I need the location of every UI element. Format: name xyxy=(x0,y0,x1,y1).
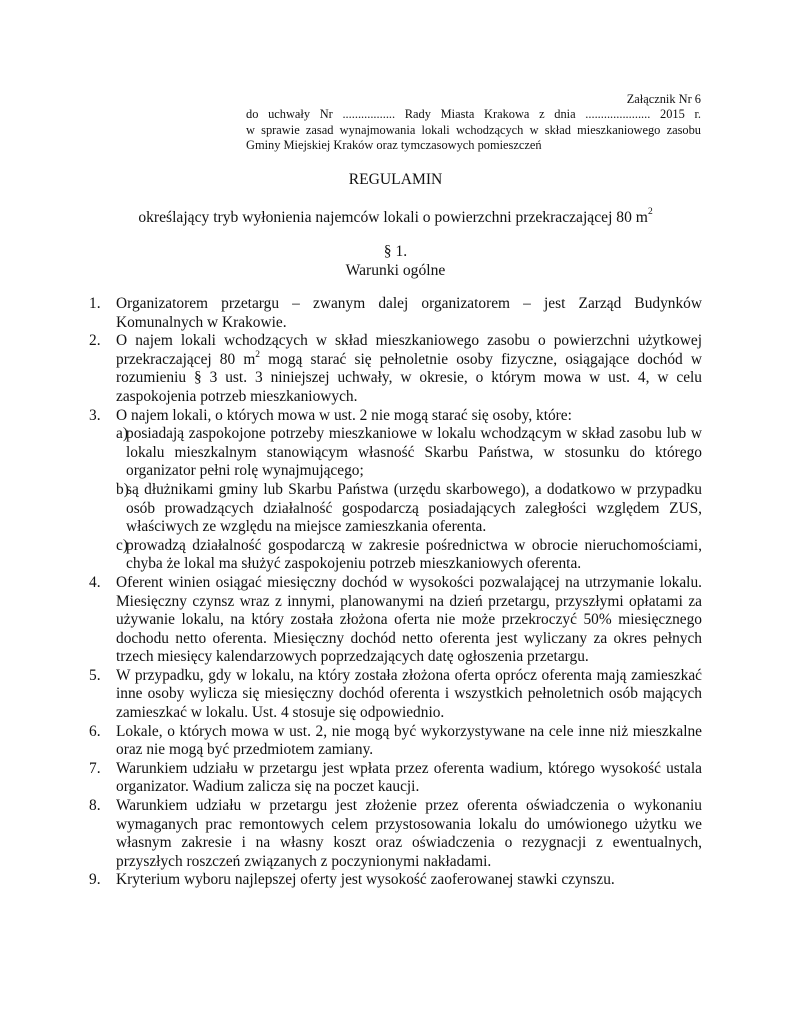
item-number: 7. xyxy=(89,759,101,777)
list-item-8 xyxy=(89,797,702,871)
resolution-line: do uchwały Nr ................. Rady Miasta Krakowa z dnia ..................... 2015 r. xyxy=(246,107,701,122)
list-item-6 xyxy=(89,723,702,760)
item-number: 2. xyxy=(89,332,101,350)
resolution-subject-line: w sprawie zasad wynajmowania lokali wchodzących w skład mieszkaniowego zasobu xyxy=(246,122,701,137)
resolution-subject-line-end: Gminy Miejskiej Kraków oraz tymczasowych pomieszczeń xyxy=(246,138,542,153)
item-superscript: 2 xyxy=(255,349,261,360)
list-item-2 xyxy=(89,332,702,406)
sub-item-letter: b) xyxy=(116,480,129,498)
sub-item-text: są dłużnikami gminy lub Skarbu Państwa (urzędu skarbowego), a dodatkowo w przypadku osób prowadzących działalność gospodarczą posiadających zaległości względem ZUS, właściwych ze względu na miejsce zamieszkania oferenta. xyxy=(126,480,702,536)
item-text: O najem lokali, o których mowa w ust. 2 nie mogą starać się osoby, które: xyxy=(116,406,572,424)
sub-item-c xyxy=(89,537,702,574)
item-text-cont: mogą starać się pełnoletnie osoby fizyczne, osiągające dochód w rozumieniu § 3 ust. 3 niniejszej uchwały, w okresie, o którym mowa w ust. 4, w celu zaspokojenia potrzeb mieszkaniowych. xyxy=(116,350,702,405)
item-number: 4. xyxy=(89,573,101,591)
item-number: 5. xyxy=(89,666,101,684)
subtitle-text: określający tryb wyłonienia najemców lokali o powierzchni przekraczającej 80 m xyxy=(138,209,648,227)
item-text: Kryterium wyboru najlepszej oferty jest wysokość zaoferowanej stawki czynszu. xyxy=(116,871,615,889)
document-subtitle xyxy=(0,205,791,227)
paragraph-heading: Warunki ogólne xyxy=(345,262,446,279)
rules-list xyxy=(89,295,702,890)
item-number: 6. xyxy=(89,722,101,740)
list-item-9 xyxy=(89,871,702,890)
sub-item-letter: a) xyxy=(116,425,128,443)
item-text: O najem lokali wchodzących w skład mieszkaniowego zasobu o powierzchni użytkowej przekraczającej 80 m xyxy=(116,332,702,368)
list-item-1 xyxy=(89,295,702,332)
subtitle-superscript: 2 xyxy=(647,207,653,217)
sub-list xyxy=(116,425,702,574)
list-item-4 xyxy=(89,574,702,667)
sub-item-b xyxy=(89,481,702,537)
item-number: 1. xyxy=(89,295,101,312)
list-item-3 xyxy=(89,407,702,574)
item-text: Oferent winien osiągać miesięczny dochód w wysokości pozwalającej na utrzymanie lokalu. Miesięczny czynsz wraz z innymi, planowanymi na dzień przetargu, przyszłymi opłatami za używanie lokalu, na który została złożona oferta nie może przekroczyć 50% miesięcznego dochodu netto oferenta. Miesięczny dochód netto oferenta jest wyliczany za okres pełnych trzech miesięcy kalendarzowych poprzedzających datę ogłoszenia przetargu. xyxy=(116,573,702,666)
item-number: 9. xyxy=(89,871,101,889)
item-text: W przypadku, gdy w lokalu, na który została złożona oferta oprócz oferenta mają zamieszkać inne osoby wylicza się miesięczny dochód oferenta i wszystkich pełnoletnich osób mających zamieszkać w lokalu. Ust. 4 stosuje się odpowiednio. xyxy=(116,666,702,722)
item-number: 3. xyxy=(89,406,101,424)
sub-item-text: posiadają zaspokojone potrzeby mieszkaniowe w lokalu wchodzącym w skład zasobu lub w lokalu mieszkalnym stanowiącym własność Skarbu Państwa, w stosunku do którego organizator pełni rolę wynajmującego; xyxy=(126,425,702,480)
paragraph-number: § 1. xyxy=(383,243,408,260)
item-text: Lokale, o których mowa w ust. 2, nie mogą być wykorzystywane na cele inne niż mieszkalne oraz nie mogą być przedmiotem zamiany. xyxy=(116,722,702,759)
attachment-number: Załącznik Nr 6 xyxy=(626,92,701,106)
attachment-header xyxy=(246,92,701,154)
item-text: Warunkiem udziału w przetargu jest wpłata przez oferenta wadium, którego wysokość ustala organizator. Wadium zalicza się na poczet kaucji. xyxy=(116,759,702,796)
document-title: REGULAMIN xyxy=(348,171,443,188)
sub-item-a xyxy=(89,425,702,481)
sub-item-letter: c) xyxy=(116,536,128,554)
item-number: 8. xyxy=(89,797,101,815)
list-item-7 xyxy=(89,760,702,797)
sub-item-text: prowadzą działalność gospodarczą w zakresie pośrednictwa w obrocie nieruchomościami, chyba że lokal ma służyć zaspokojeniu potrzeb mieszkaniowych oferenta. xyxy=(126,536,702,573)
item-text: Warunkiem udziału w przetargu jest złożenie przez oferenta oświadczenia o wykonaniu wymaganych prac remontowych celem przystosowania lokalu do umówionego użytku we własnym zakresie i na własny koszt oraz oświadczenia o rezygnacji z ewentualnych, przyszłych roszczeń związanych z poczynionymi nakładami. xyxy=(116,797,702,870)
item-text: Organizatorem przetargu – zwanym dalej organizatorem – jest Zarząd Budynków Komunalnych w Krakowie. xyxy=(116,295,702,331)
list-item-5 xyxy=(89,667,702,723)
